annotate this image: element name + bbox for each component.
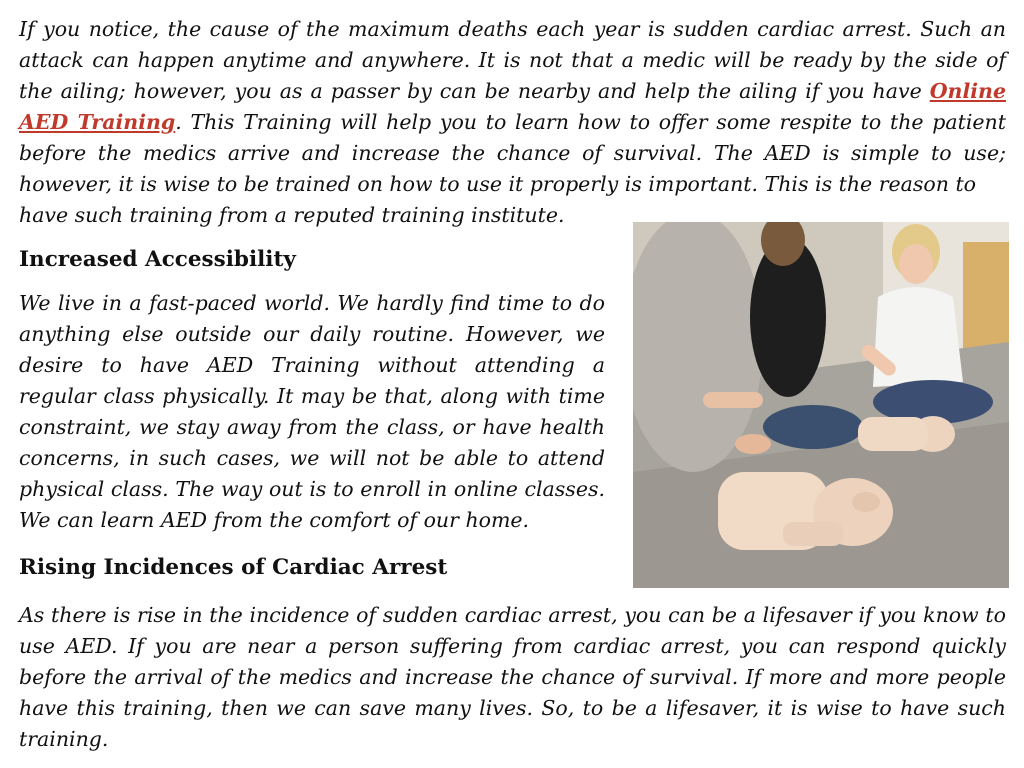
photo-manikin-front-face xyxy=(852,492,880,512)
intro-last-line: have such training from a reputed training institute. xyxy=(19,203,565,227)
intro-text-after-link: . This Training will help you to learn how to offer some respite to the patient before the medics arrive and increase the chance of survival. The AED is simple to use; however, it is wise to be trained on how to use it properly is important. This is the reason to xyxy=(19,110,1006,196)
rising-paragraph: As there is rise in the incidence of sudden cardiac arrest, you can be a lifesaver if you know to use AED. If you are near a person suffering from cardiac arrest, you can respond quickly before the arrival of the medics and increase the chance of survival. If more and more people have this training, then we can save many lives. So, to be a lifesaver, it is wise to have such training. xyxy=(19,603,1006,751)
photo-trainee-arm xyxy=(703,392,763,408)
intro-text-before-link: If you notice, the cause of the maximum deaths each year is sudden cardiac arrest. Such an attack can happen anytime and anywhere. It is not that a medic will be ready by the side of the ailing; however, you as a passer by can be nearby and help the ailing if you have xyxy=(19,17,1006,103)
heading-rising-incidences: Rising Incidences of Cardiac Arrest xyxy=(19,555,448,580)
heading-increased-accessibility: Increased Accessibility xyxy=(19,247,296,272)
accessibility-paragraph: We live in a fast-paced world. We hardly find time to do anything else outside our daily routine. However, we desire to have AED Training without attending a regular class physically. It may be that, along with time constraint, we stay away from the class, or have health concerns, in such cases, we will not be able to attend physical class. The way out is to enroll in online classes. We can learn AED from the comfort of our home. xyxy=(19,291,605,532)
cpr-training-photo xyxy=(633,222,1009,588)
document-page xyxy=(19,14,1006,754)
photo-instructor-face xyxy=(899,244,933,284)
photo-manikin-front-neck xyxy=(783,522,843,546)
photo-hands-compressing xyxy=(735,434,771,454)
photo-trainee-middle-legs xyxy=(763,405,863,449)
cpr-training-illustration xyxy=(633,222,1009,588)
intro-paragraph xyxy=(19,14,1006,200)
online-aed-training-link[interactable]: Online AED Training xyxy=(19,79,1006,134)
photo-manikin-back-torso xyxy=(858,417,928,451)
